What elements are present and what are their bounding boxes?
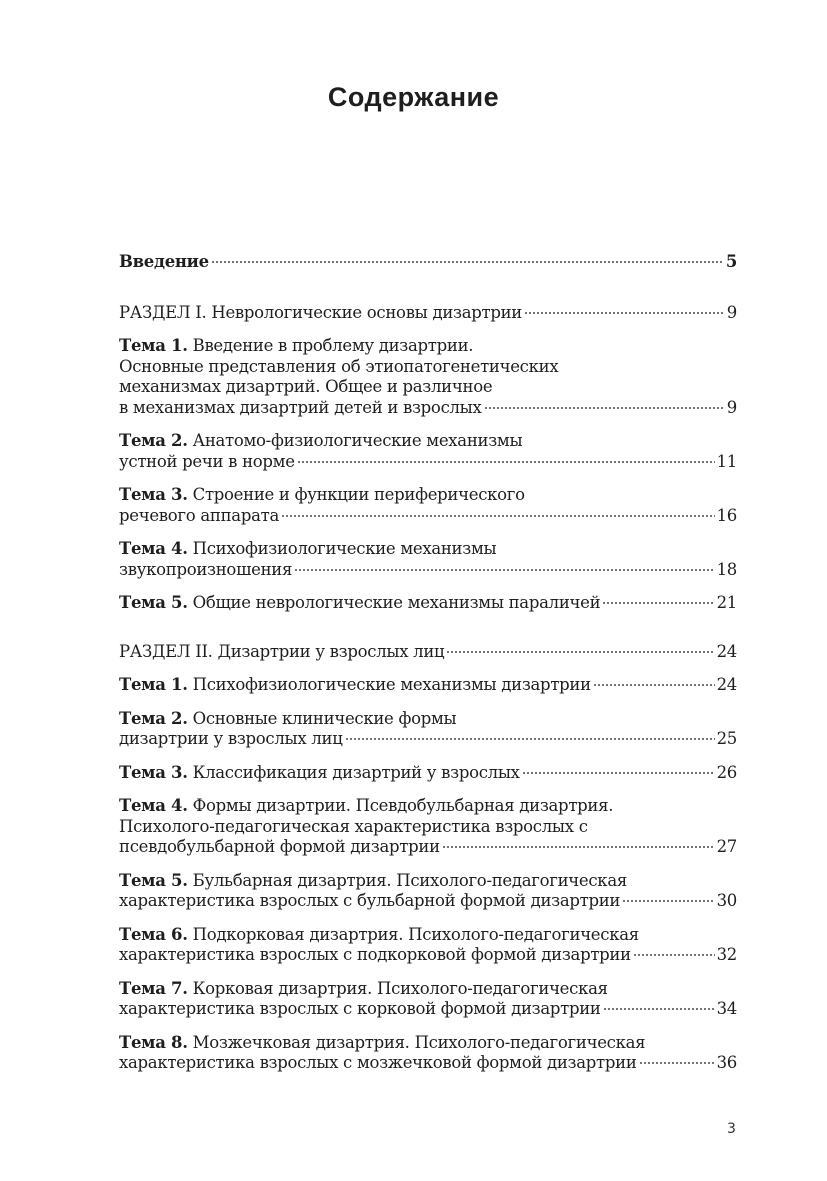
topic-line: Психофизиологические механизмы (187, 539, 497, 558)
topic-line: Анатомо-физиологические механизмы (187, 431, 523, 450)
topic-line: Бульбарная дизартрия. Психолого-педагогическая (187, 870, 627, 890)
toc-page-number: 25 (716, 729, 737, 748)
dot-leader (603, 1008, 715, 1010)
toc-section-label: РАЗДЕЛ I. Неврологические основы дизартрии (119, 302, 523, 322)
toc-s2-topic-7[interactable] (119, 979, 737, 1020)
toc-page-number: 5 (725, 252, 737, 271)
dot-leader (446, 651, 714, 653)
toc-s2-topic-2[interactable] (119, 709, 737, 750)
topic-prefix: Тема 8. (119, 1032, 188, 1052)
topic-last-line: в механизмах дизартрий детей и взрослых (119, 397, 482, 417)
topic-line: Формы дизартрии. Псевдобульбарная дизартрия. (187, 796, 614, 815)
toc-s2-topic-8[interactable] (119, 1033, 737, 1074)
topic-last-line: дизартрии у взрослых лиц (119, 729, 343, 748)
toc-page-number: 36 (716, 1053, 737, 1072)
toc-page-number: 9 (726, 302, 737, 322)
toc-section-label: РАЗДЕЛ II. Дизартрии у взрослых лиц (119, 641, 445, 661)
toc-page-number: 16 (716, 505, 737, 525)
topic-line: механизмах дизартрий. Общее и различное (119, 377, 493, 396)
topic-prefix: Тема 5. (119, 870, 188, 890)
toc-s2-topic-1[interactable] (119, 675, 737, 696)
dot-leader (602, 602, 714, 604)
topic-line: Введение в проблему дизартрии. (187, 336, 474, 355)
topic-prefix: Тема 4. (119, 796, 188, 815)
dot-leader (211, 261, 724, 263)
toc-entry-intro[interactable] (119, 252, 737, 273)
topic-prefix: Тема 1. (119, 336, 188, 355)
page-title: Содержание (327, 82, 500, 112)
toc-page-number: 27 (716, 837, 737, 856)
toc-page-number: 26 (716, 762, 737, 782)
dot-leader (297, 461, 715, 463)
toc-page-number: 18 (716, 559, 737, 579)
topic-last-line: Классификация дизартрий у взрослых (187, 762, 520, 782)
dot-leader (442, 846, 715, 848)
toc-s2-topic-5[interactable] (119, 871, 737, 912)
dot-leader (294, 569, 715, 571)
topic-line: Основные клинические формы (187, 708, 457, 728)
topic-last-line: звукопроизношения (119, 559, 293, 579)
topic-line: Корковая дизартрия. Психолого-педагогическая (187, 978, 608, 998)
topic-last-line: псевдобульбарной формой дизартрии (119, 837, 440, 856)
toc-page-number: 34 (716, 999, 737, 1018)
toc-s1-topic-3[interactable] (119, 485, 737, 526)
toc-page-number: 11 (716, 451, 737, 471)
table-of-contents (119, 252, 737, 1074)
topic-prefix: Тема 6. (119, 924, 188, 944)
toc-page-number: 24 (716, 675, 737, 694)
topic-last-line: характеристика взрослых с корковой формой дизартрии (119, 999, 601, 1018)
toc-entry-label: Введение (119, 252, 209, 271)
footer-page-number: 3 (727, 1121, 736, 1137)
topic-prefix: Тема 2. (119, 708, 188, 728)
dot-leader (633, 954, 715, 956)
toc-s2-topic-6[interactable] (119, 925, 737, 966)
topic-line: Строение и функции периферического (187, 485, 525, 504)
toc-page-number: 21 (716, 593, 737, 612)
topic-prefix: Тема 2. (119, 431, 188, 450)
topic-line: Психолого-педагогическая характеристика взрослых с (119, 816, 588, 836)
toc-page-number: 9 (726, 397, 737, 417)
dot-leader (639, 1062, 715, 1064)
toc-page-number: 30 (716, 891, 737, 910)
topic-last-line: Общие неврологические механизмы параличей (187, 593, 601, 612)
dot-leader (345, 738, 715, 740)
toc-s1-topic-5[interactable] (119, 593, 737, 614)
toc-section-1[interactable] (119, 303, 737, 324)
toc-page-number: 32 (716, 945, 737, 964)
topic-prefix: Тема 7. (119, 978, 188, 998)
toc-s1-topic-2[interactable] (119, 431, 737, 472)
topic-last-line: характеристика взрослых с бульбарной формой дизартрии (119, 891, 621, 910)
toc-s1-topic-4[interactable] (119, 539, 737, 580)
toc-s2-topic-3[interactable] (119, 763, 737, 784)
dot-leader (484, 407, 725, 409)
topic-prefix: Тема 3. (119, 485, 188, 504)
dot-leader (522, 772, 715, 774)
topic-line: Основные представления об этиопатогенетических (119, 356, 559, 376)
topic-prefix: Тема 5. (119, 593, 188, 612)
topic-last-line: речевого аппарата (119, 505, 279, 525)
toc-s1-topic-1[interactable] (119, 336, 737, 418)
topic-prefix: Тема 3. (119, 762, 188, 782)
topic-last-line: Психофизиологические механизмы дизартрии (187, 675, 591, 694)
topic-last-line: характеристика взрослых с мозжечковой формой дизартрии (119, 1053, 637, 1072)
topic-prefix: Тема 1. (119, 675, 188, 694)
dot-leader (622, 900, 714, 902)
topic-last-line: характеристика взрослых с подкорковой формой дизартрии (119, 945, 631, 964)
topic-line: Мозжечковая дизартрия. Психолого-педагогическая (187, 1032, 646, 1052)
topic-prefix: Тема 4. (119, 539, 188, 558)
toc-s2-topic-4[interactable] (119, 796, 737, 858)
dot-leader (281, 515, 715, 517)
toc-section-2[interactable] (119, 642, 737, 663)
dot-leader (524, 312, 725, 314)
toc-page-number: 24 (716, 641, 737, 661)
topic-last-line: устной речи в норме (119, 451, 295, 471)
topic-line: Подкорковая дизартрия. Психолого-педагогическая (187, 924, 639, 944)
dot-leader (593, 684, 715, 686)
